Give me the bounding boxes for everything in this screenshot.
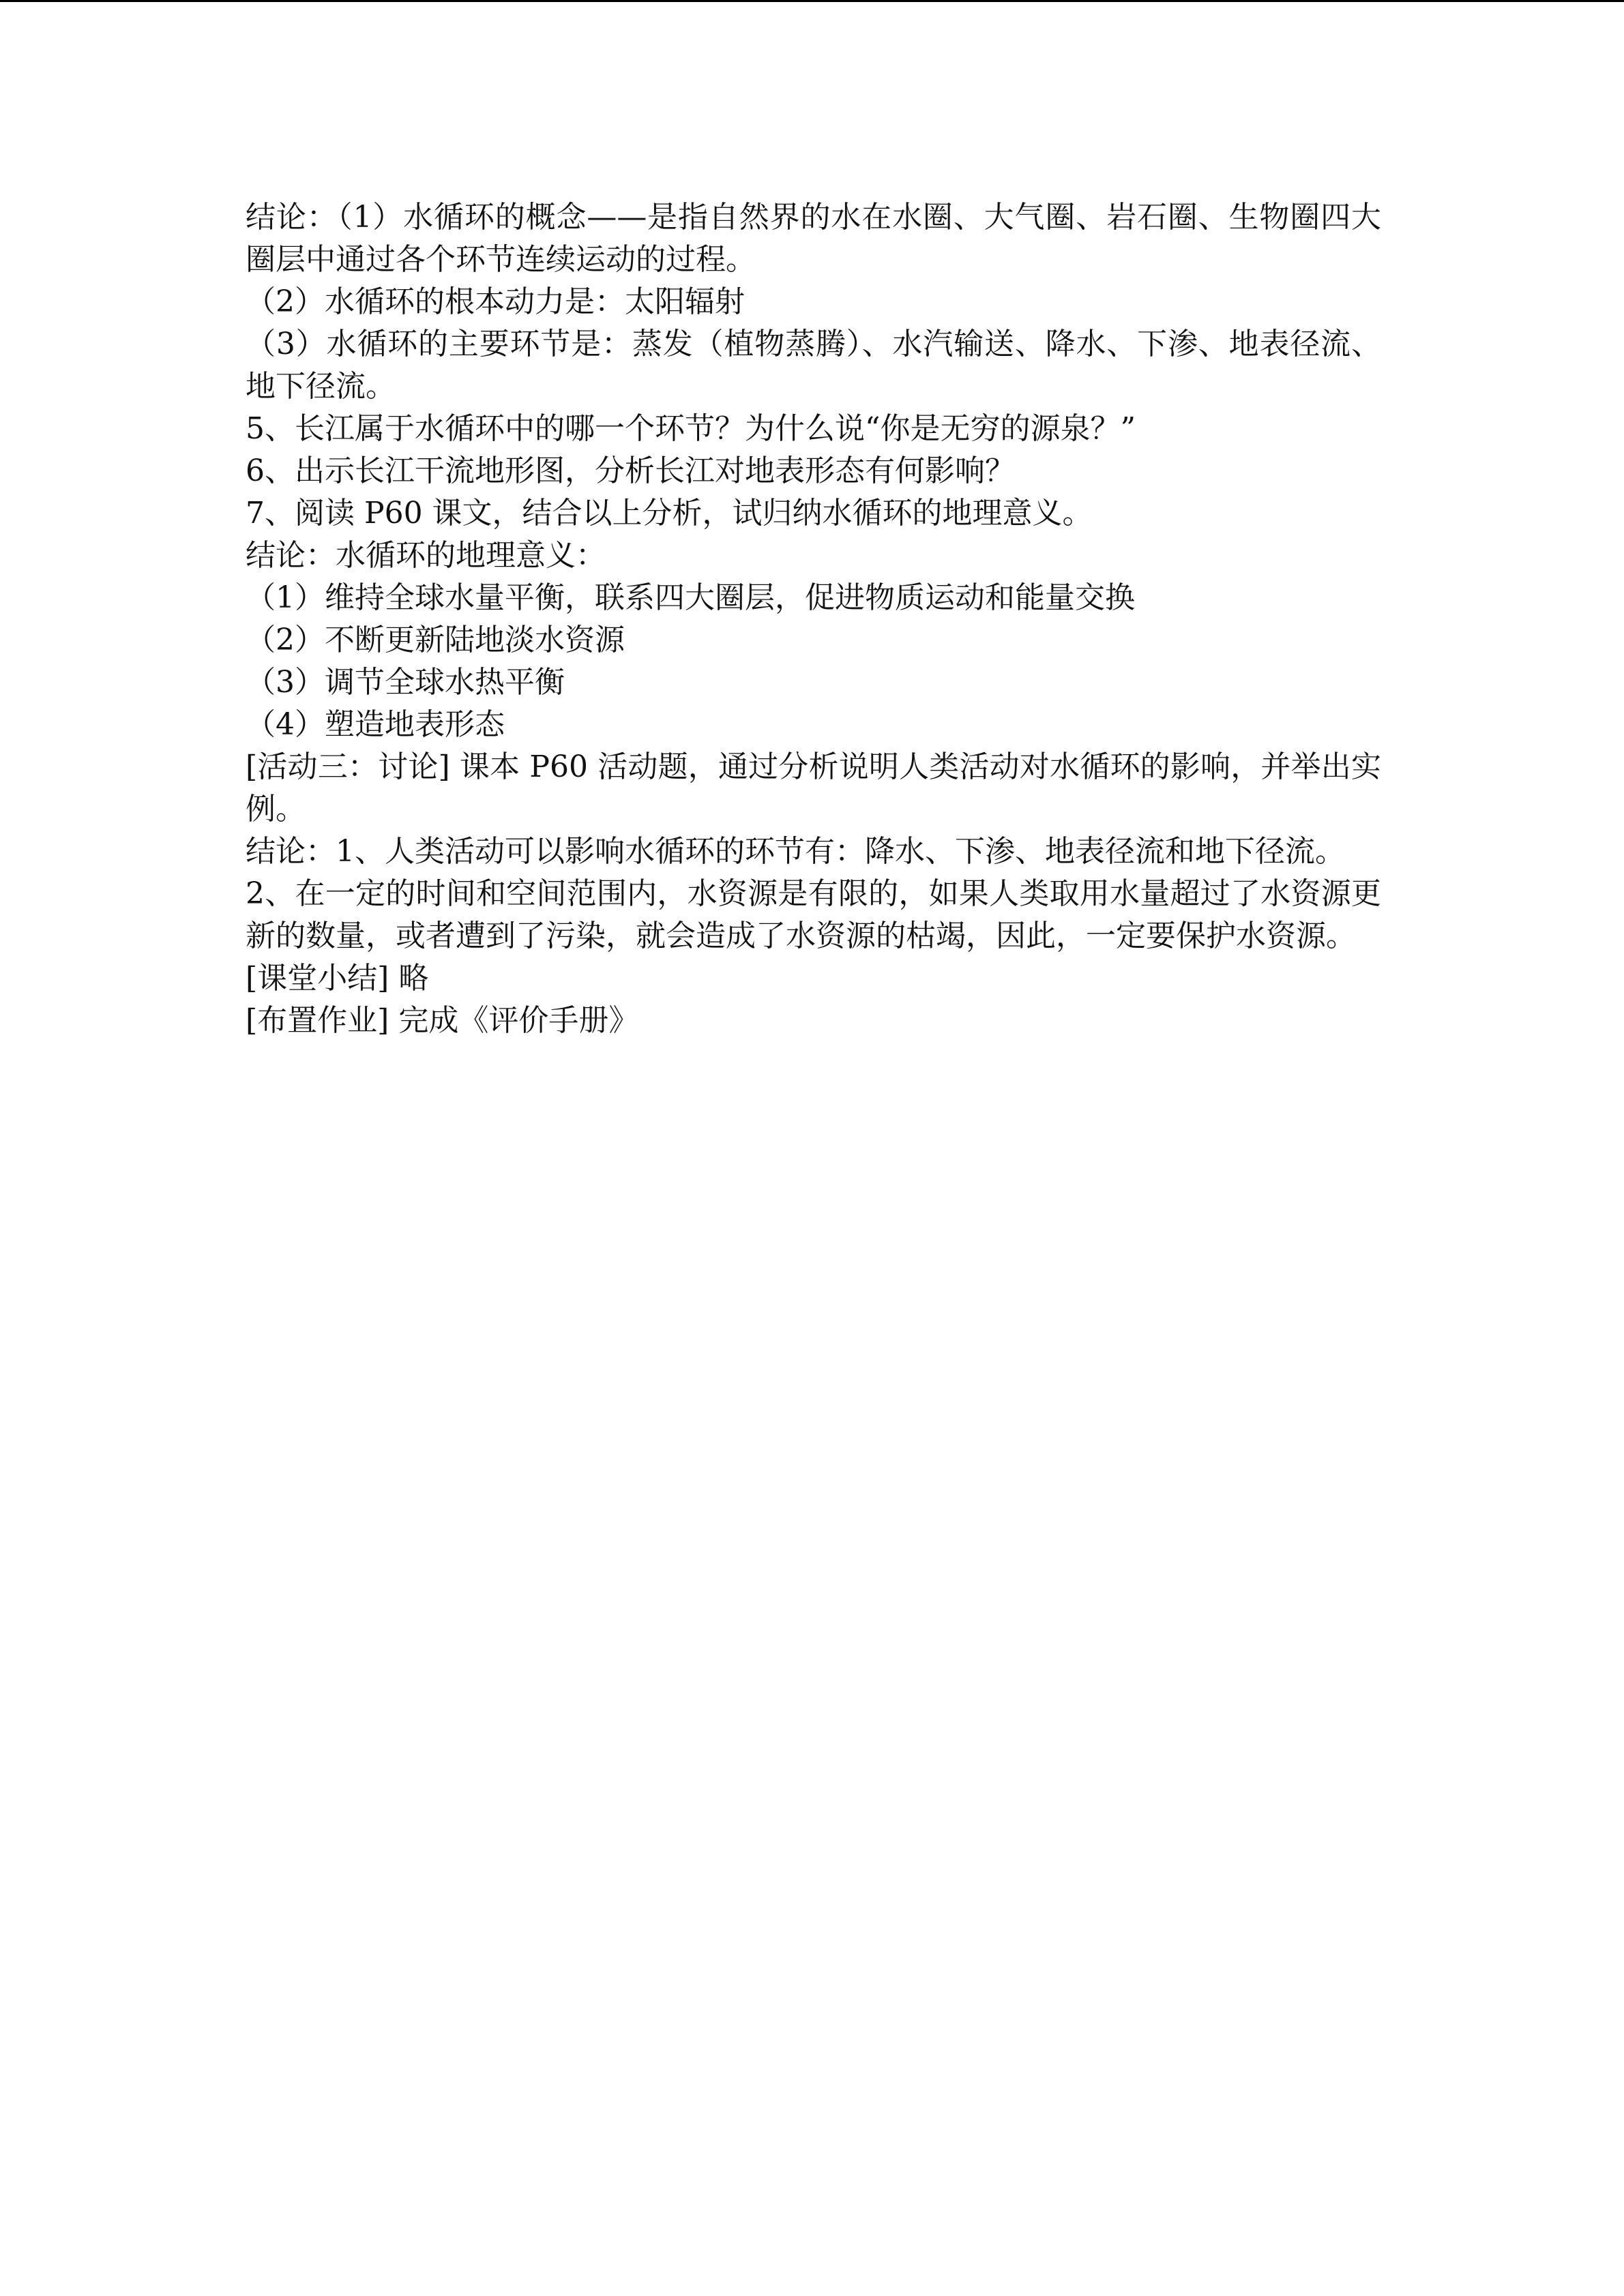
paragraph-driving-force: （2）水循环的根本动力是：太阳辐射 (246, 284, 745, 319)
paragraph-homework: [布置作业] 完成《评价手册》 (246, 1003, 639, 1038)
paragraph-conclusion-human-1: 结论：1、人类活动可以影响水循环的环节有：降水、下渗、地表径流和地下径流。 (246, 834, 1345, 869)
paragraph-class-summary: [课堂小结] 略 (246, 961, 429, 996)
paragraph-main-links: （3）水循环的主要环节是：蒸发（植物蒸腾）、水汽输送、降水、下渗、地表径流、地下径流。 (246, 327, 1381, 404)
paragraph-significance-1: （1）维持全球水量平衡，联系四大圈层，促进物质运动和能量交换 (246, 580, 1135, 615)
paragraph-conclusion-significance: 结论：水循环的地理意义： (246, 538, 606, 573)
paragraph-conclusion-concept: 结论：（1）水循环的概念——是指自然界的水在水圈、大气圈、岩石圈、生物圈四大圈层中通过各个环节连续运动的过程。 (246, 200, 1381, 277)
paragraph-significance-3: （3）调节全球水热平衡 (246, 665, 565, 700)
paragraph-question-7: 7、阅读 P60 课文，结合以上分析，试归纳水循环的地理意义。 (246, 496, 1093, 531)
paragraph-significance-4: （4）塑造地表形态 (246, 707, 505, 742)
document-body (246, 196, 1381, 1042)
paragraph-activity-3: [活动三：讨论] 课本 P60 活动题，通过分析说明人类活动对水循环的影响，并举出实例。 (246, 749, 1381, 826)
paragraph-conclusion-human-2: 2、在一定的时间和空间范围内，水资源是有限的，如果人类取用水量超过了水资源更新的数量，或者遭到了污染，就会造成了水资源的枯竭，因此，一定要保护水资源。 (246, 876, 1381, 953)
paragraph-significance-2: （2）不断更新陆地淡水资源 (246, 623, 625, 657)
paragraph-question-5: 5、长江属于水循环中的哪一个环节？为什么说“你是无穷的源泉？” (246, 411, 1136, 446)
paragraph-question-6: 6、出示长江干流地形图，分析长江对地表形态有何影响？ (246, 453, 1015, 488)
